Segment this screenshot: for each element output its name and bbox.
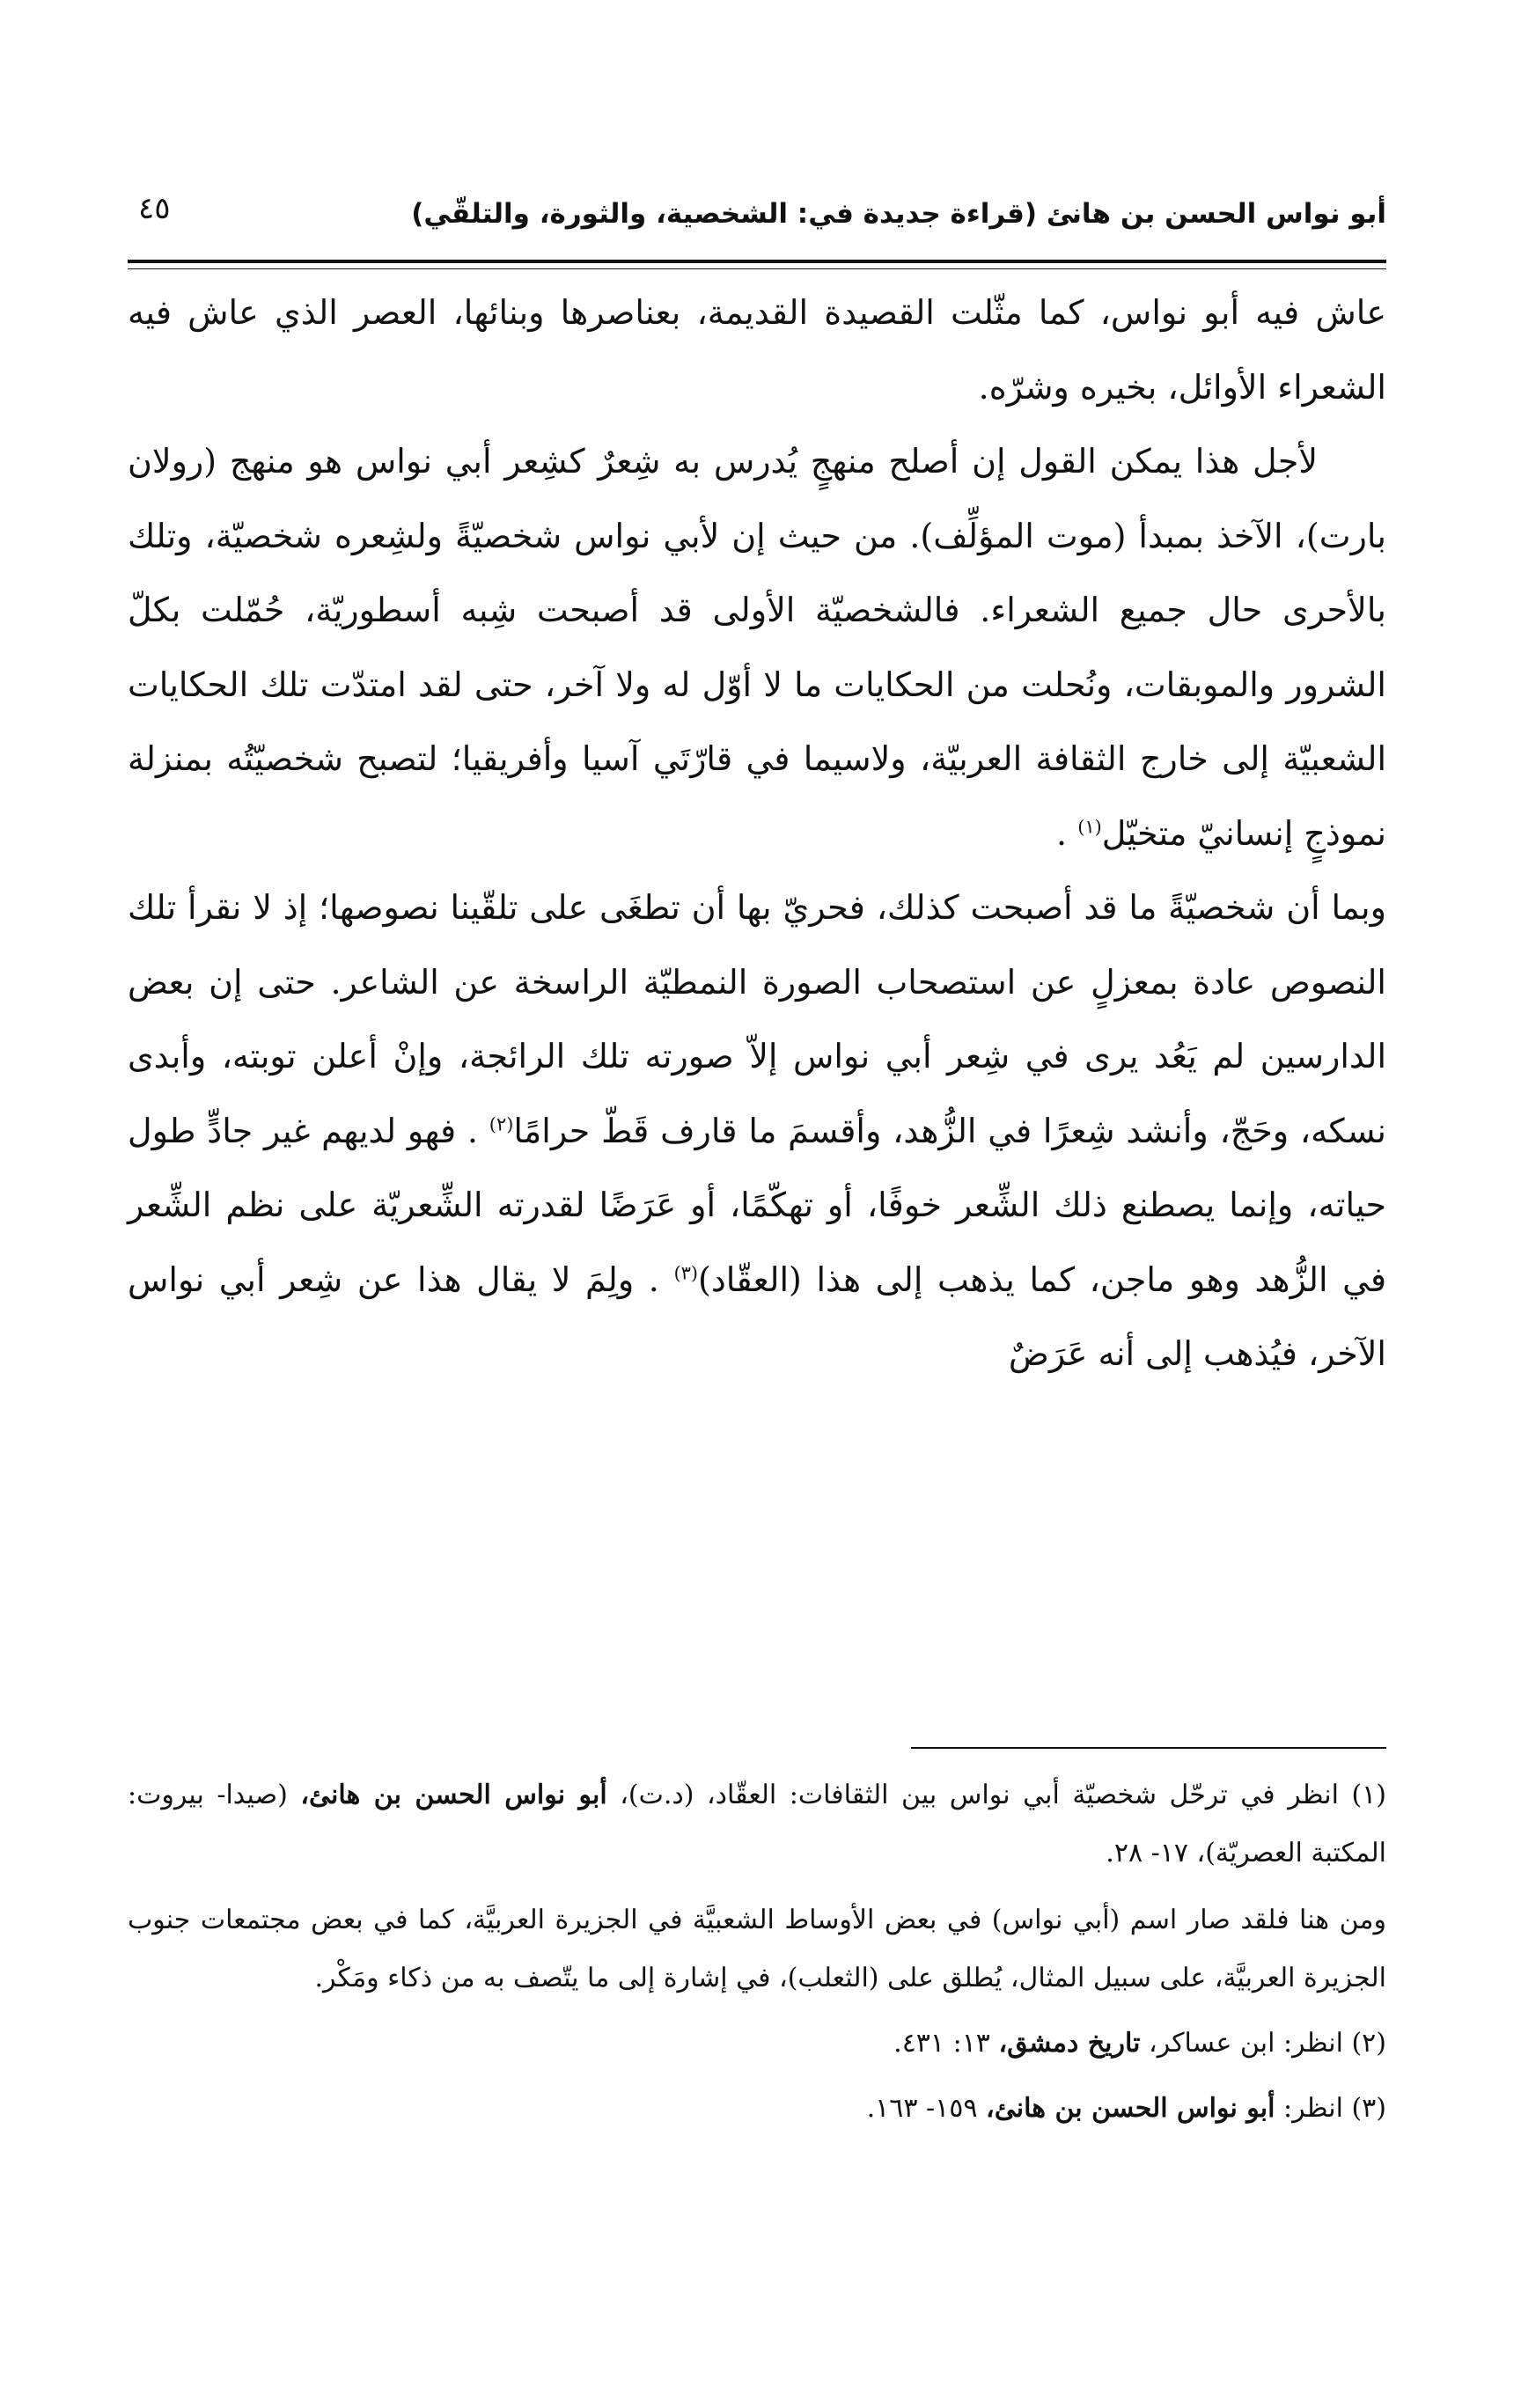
page-number: ٤٥ [138,191,171,226]
paragraph-3-text-a: وبما أن شخصيّةً ما قد أصبحت كذلك، فحريّ بها أن تطغَى على تلقّينا نصوصها؛ إذ لا نقرأ تلك النصوص عادة بمعزلٍ عن استصحاب الصورة النمطيّة الراسخة عن الشاعر. حتى إن بعض الدارسين لم يَعُد يرى في شِعر أبي نواس إلاّ صورته تلك الرائجة، وإنْ أعلن توبته، وأبدى نسكه، وحَجّ، وأنشد شِعرًا في الزُّهد، وأقسمَ ما قارف قَطّ حرامًا [128,888,1386,1150]
main-text [128,275,1386,1391]
footnote-ref-2[interactable]: (٢) [489,1112,514,1134]
footnote-2-suffix: ١٣: ٤٣١. [893,2028,999,2059]
footnote-1-suffix: (صيدا- بيروت: المكتبة العصريّة)، ١٧- ٢٨. [128,1780,1386,1868]
footnote-1-prefix: (١) انظر في ترحّل شخصيّة أبي نواس بين الثقافات: العقّاد، (د.ت)، [606,1780,1386,1810]
footnote-3-suffix: ١٥٩- ١٦٣. [866,2093,987,2124]
footnote-3-prefix: (٣) انظر: [1275,2093,1386,2124]
footnote-1-title: أبو نواس الحسن بن هانئ، [300,1780,607,1810]
header-rule-thick [128,260,1386,263]
paragraph-1-text: عاش فيه أبو نواس، كما مثّلت القصيدة القديمة، بعناصرها وبنائها، العصر الذي عاش فيه الشعراء الأوائل، بخيره وشرّه. [128,293,1386,407]
running-title: أبو نواس الحسن بن هانئ (قراءة جديدة في: الشخصية، والثورة، والتلقّي) [411,198,1386,230]
footnote-2-title: تاريخ دمشق، [998,2028,1141,2059]
page-header [128,172,1386,251]
footnote-ref-3[interactable]: (٣) [673,1261,699,1283]
footnote-3 [128,2080,1386,2138]
paragraph-1 [128,275,1386,424]
footnote-3-title: أبو نواس الحسن بن هانئ، [986,2093,1275,2124]
footnote-separator [911,1747,1386,1749]
footnote-2 [128,2015,1386,2073]
footnote-1-extra [128,1891,1386,2008]
footnotes [128,1766,1386,2145]
paragraph-2-end: . [1056,813,1078,853]
footnote-ref-1[interactable]: (١) [1077,815,1102,837]
footnote-1-extra-text: ومن هنا فلقد صار اسم (أبي نواس) في بعض الأوساط الشعبيَّة في الجزيرة العربيَّة، كما في بعض مجتمعات جنوب الجزيرة العربيَّة، على سبيل المثال، يُطلق على (الثعلب)، في إشارة إلى ما يتّصف به من ذكاء ومَكْر. [128,1905,1386,1993]
footnote-2-prefix: (٢) انظر: ابن عساكر، [1140,2028,1386,2059]
paragraph-3 [128,870,1386,1391]
paragraph-2 [128,424,1386,870]
paragraph-3-text-c: . ولِمَ لا يقال هذا عن شِعر أبي نواس الآخر، فيُذهب إلى أنه عَرَضٌ [128,1259,1386,1373]
paragraph-2-text: لأجل هذا يمكن القول إن أصلح منهجٍ يُدرس به شِعرٌ كشِعر أبي نواس هو منهج (رولان بارت)، الآخذ بمبدأ (موت المؤلِّف). من حيث إن لأبي نواس شخصيّةً ولشِعره شخصيّة، وتلك بالأحرى حال جميع الشعراء. فالشخصيّة الأولى قد أصبحت شِبه أسطوريّة، حُمّلت بكلّ الشرور والموبقات، ونُحلت من الحكايات ما لا أوّل له ولا آخر، حتى لقد امتدّت تلك الحكايات الشعبيّة إلى خارج الثقافة العربيّة، ولاسيما في قارّتَي آسيا وأفريقيا؛ لتصبح شخصيّتُه بمنزلة نموذجٍ إنسانيّ متخيّل [128,442,1386,853]
footnote-1 [128,1766,1386,1883]
book-page [128,172,1386,2319]
paragraph-3-text-b: . فهو لديهم غير جادٍّ طول حياته، وإنما يصطنع ذلك الشِّعر خوفًا، أو تهكّمًا، أو عَرَضًا لقدرته الشِّعريّة على نظم الشِّعر في الزُّهد وهو ماجن، كما يذهب إلى هذا (العقّاد) [128,1111,1386,1299]
header-rule-thin [128,268,1386,269]
